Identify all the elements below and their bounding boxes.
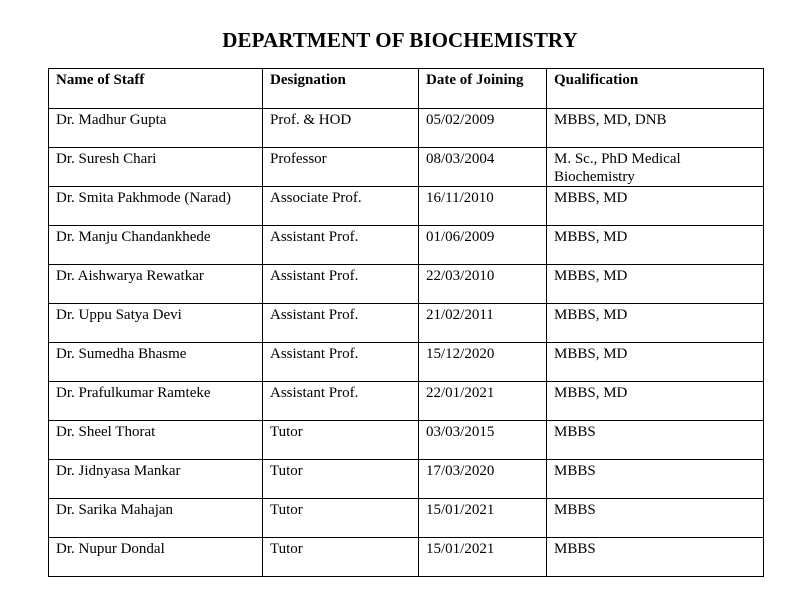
cell-designation: Tutor [263, 460, 419, 499]
cell-name: Dr. Prafulkumar Ramteke [49, 382, 263, 421]
cell-name: Dr. Sumedha Bhasme [49, 343, 263, 382]
cell-name: Dr. Madhur Gupta [49, 109, 263, 148]
cell-name: Dr. Uppu Satya Devi [49, 304, 263, 343]
cell-name: Dr. Nupur Dondal [49, 538, 263, 577]
table-row [49, 187, 764, 226]
cell-qualification: M. Sc., PhD Medical Biochemistry [547, 148, 764, 187]
cell-name: Dr. Jidnyasa Mankar [49, 460, 263, 499]
table-row [49, 538, 764, 577]
table-row [49, 304, 764, 343]
cell-designation: Tutor [263, 421, 419, 460]
cell-qualification: MBBS, MD [547, 226, 764, 265]
table-row [49, 499, 764, 538]
cell-qualification: MBBS [547, 499, 764, 538]
table-body [49, 109, 764, 577]
staff-table [48, 68, 764, 577]
cell-name: Dr. Sarika Mahajan [49, 499, 263, 538]
cell-date-of-joining: 16/11/2010 [419, 187, 547, 226]
cell-qualification: MBBS, MD [547, 382, 764, 421]
cell-designation: Tutor [263, 499, 419, 538]
table-row [49, 226, 764, 265]
table-row [49, 148, 764, 187]
cell-date-of-joining: 21/02/2011 [419, 304, 547, 343]
table-header [49, 69, 764, 109]
cell-qualification: MBBS, MD [547, 265, 764, 304]
cell-date-of-joining: 22/03/2010 [419, 265, 547, 304]
cell-date-of-joining: 15/01/2021 [419, 499, 547, 538]
header-date-of-joining: Date of Joining [419, 69, 547, 109]
cell-name: Dr. Suresh Chari [49, 148, 263, 187]
header-name-of-staff: Name of Staff [49, 69, 263, 109]
cell-name: Dr. Aishwarya Rewatkar [49, 265, 263, 304]
cell-name: Dr. Manju Chandankhede [49, 226, 263, 265]
cell-date-of-joining: 05/02/2009 [419, 109, 547, 148]
table-row [49, 109, 764, 148]
cell-qualification: MBBS, MD, DNB [547, 109, 764, 148]
cell-designation: Assistant Prof. [263, 343, 419, 382]
cell-designation: Prof. & HOD [263, 109, 419, 148]
cell-date-of-joining: 17/03/2020 [419, 460, 547, 499]
page-title: DEPARTMENT OF BIOCHEMISTRY [222, 28, 578, 52]
cell-qualification: MBBS [547, 538, 764, 577]
cell-date-of-joining: 03/03/2015 [419, 421, 547, 460]
cell-designation: Associate Prof. [263, 187, 419, 226]
header-designation: Designation [263, 69, 419, 109]
cell-designation: Professor [263, 148, 419, 187]
table-row [49, 460, 764, 499]
table-row [49, 265, 764, 304]
cell-designation: Assistant Prof. [263, 382, 419, 421]
cell-qualification: MBBS, MD [547, 304, 764, 343]
cell-date-of-joining: 22/01/2021 [419, 382, 547, 421]
table-row [49, 382, 764, 421]
cell-qualification: MBBS [547, 460, 764, 499]
cell-date-of-joining: 15/12/2020 [419, 343, 547, 382]
header-qualification: Qualification [547, 69, 764, 109]
cell-qualification: MBBS, MD [547, 343, 764, 382]
cell-qualification: MBBS [547, 421, 764, 460]
cell-designation: Assistant Prof. [263, 226, 419, 265]
cell-name: Dr. Sheel Thorat [49, 421, 263, 460]
cell-designation: Assistant Prof. [263, 304, 419, 343]
cell-date-of-joining: 15/01/2021 [419, 538, 547, 577]
cell-name: Dr. Smita Pakhmode (Narad) [49, 187, 263, 226]
cell-date-of-joining: 01/06/2009 [419, 226, 547, 265]
cell-date-of-joining: 08/03/2004 [419, 148, 547, 187]
cell-qualification: MBBS, MD [547, 187, 764, 226]
table-row [49, 343, 764, 382]
table-row [49, 421, 764, 460]
header-row [49, 69, 764, 109]
cell-designation: Assistant Prof. [263, 265, 419, 304]
cell-designation: Tutor [263, 538, 419, 577]
